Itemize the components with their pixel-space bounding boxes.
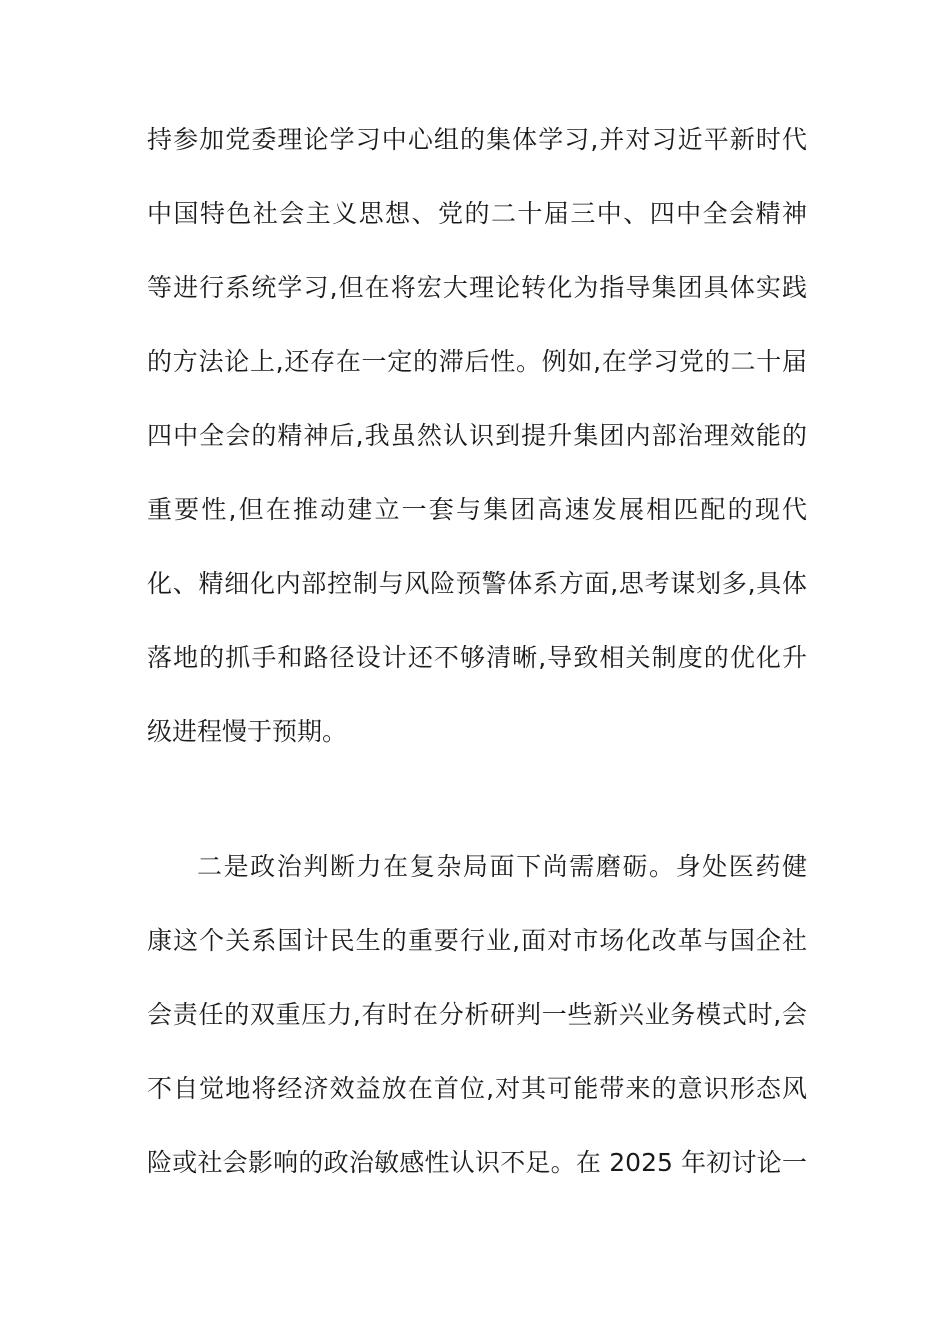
paragraph-1-line-5: 四中全会的精神后,我虽然认识到提升集团内部治理效能的	[147, 421, 807, 450]
paragraph-1-line-8: 落地的抓手和路径设计还不够清晰,导致相关制度的优化升	[147, 643, 807, 672]
paragraph-1-line-9: 级进程慢于预期。	[147, 717, 348, 746]
paragraph-2-line-5: 险或社会影响的政治敏感性认识不足。在 2025 年初讨论一	[147, 1148, 807, 1177]
paragraph-2-line-1: 二是政治判断力在复杂局面下尚需磨砺。身处医药健	[197, 852, 807, 881]
paragraph-1-line-3: 等进行系统学习,但在将宏大理论转化为指导集团具体实践	[147, 273, 807, 302]
paragraph-2-line-2: 康这个关系国计民生的重要行业,面对市场化改革与国企社	[147, 926, 807, 955]
paragraph-1-line-4: 的方法论上,还存在一定的滞后性。例如,在学习党的二十届	[147, 347, 807, 376]
paragraph-2-line-3: 会责任的双重压力,有时在分析研判一些新兴业务模式时,会	[147, 1000, 807, 1029]
paragraph-1-line-2: 中国特色社会主义思想、党的二十届三中、四中全会精神	[147, 199, 807, 228]
paragraph-1-line-6: 重要性,但在推动建立一套与集团高速发展相匹配的现代	[147, 495, 807, 524]
paragraph-1-line-7: 化、精细化内部控制与风险预警体系方面,思考谋划多,具体	[147, 569, 807, 598]
paragraph-2-line-4: 不自觉地将经济效益放在首位,对其可能带来的意识形态风	[147, 1074, 807, 1103]
paragraph-1-line-1: 持参加党委理论学习中心组的集体学习,并对习近平新时代	[147, 125, 807, 154]
